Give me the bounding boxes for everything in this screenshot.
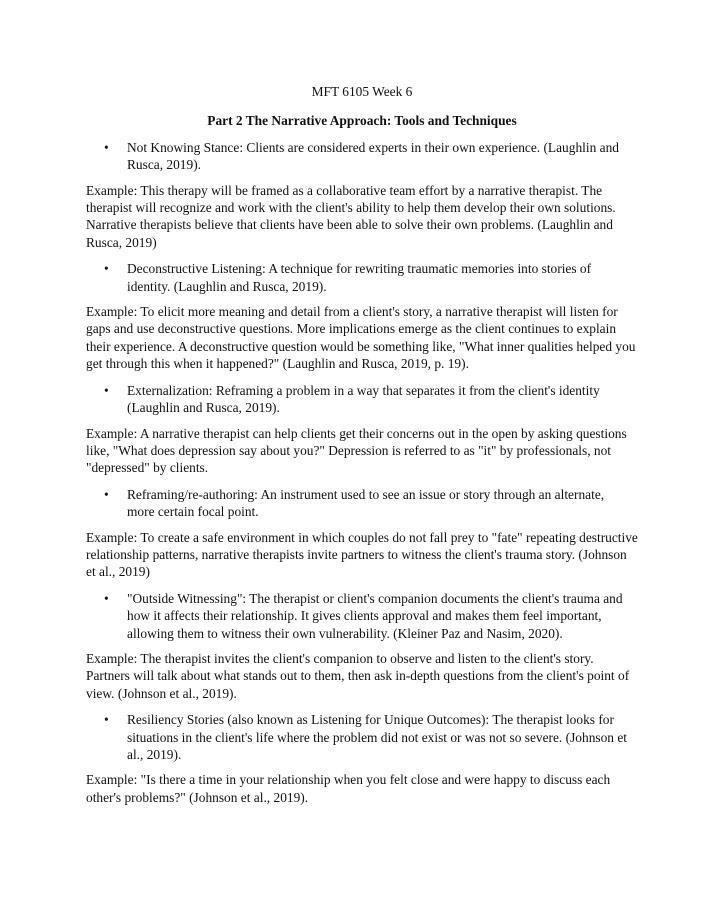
bullet-icon: •: [104, 139, 109, 155]
bullet-text: Resiliency Stories (also known as Listening for Unique Outcomes): The therapist looks for situations in the client's life where the problem did not exist or was not so severe. (Johnson et al., 2019).: [127, 712, 627, 762]
bullet-item-deconstructive-listening: [86, 260, 638, 295]
bullet-item-outside-witnessing: [86, 590, 638, 642]
bullet-item-reframing: [86, 486, 638, 521]
bullet-item-not-knowing-stance: [86, 139, 638, 174]
example-paragraph: Example: The therapist invites the client's companion to observe and listen to the client's story. Partners will talk about what stands out to them, then ask in-depth questions from the client's point of view. (Johnson et al., 2019).: [86, 650, 630, 701]
bullet-text: Externalization: Reframing a problem in a way that separates it from the client's identity (Laughlin and Rusca, 2019).: [127, 382, 600, 416]
bullet-text: Not Knowing Stance: Clients are considered experts in their own experience. (Laughlin and Rusca, 2019).: [127, 139, 619, 173]
document-title: MFT 6105 Week 6: [311, 84, 413, 99]
bullet-icon: •: [104, 382, 109, 398]
example-paragraph: Example: To elicit more meaning and detail from a client's story, a narrative therapist will listen for gaps and use deconstructive questions. More implications emerge as the client continues to explain their experience. A deconstructive question would be something like, "What inner qualities helped you get through this when it happened?" (Laughlin and Rusca, 2019, p. 19).: [86, 304, 636, 372]
bullet-icon: •: [104, 712, 109, 728]
bullet-text: Reframing/re-authoring: An instrument used to see an issue or story through an alternate, more certain focal point.: [127, 486, 605, 520]
bullet-text: Deconstructive Listening: A technique for rewriting traumatic memories into stories of identity. (Laughlin and Rusca, 2019).: [127, 261, 592, 294]
bullet-item-resiliency-stories: [86, 711, 638, 763]
example-paragraph: Example: "Is there a time in your relationship when you felt close and were happy to discuss each other's problems?" (Johnson et al., 2019).: [86, 772, 611, 805]
document-subtitle: Part 2 The Narrative Approach: Tools and Techniques: [207, 113, 517, 129]
bullet-text: "Outside Witnessing": The therapist or client's companion documents the client's trauma and how it affects their relationship. It gives clients approval and makes them feel important, allowing them to witness their own vulnerability. (Kleiner Paz and Nasim, 2020).: [127, 590, 623, 641]
bullet-icon: •: [104, 261, 109, 277]
document-body: [86, 83, 638, 815]
example-paragraph: Example: To create a safe environment in which couples do not fall prey to "fate" repeating destructive relationship patterns, narrative therapists invite partners to witness the client's trauma story. (Johnson et al., 2019): [86, 529, 638, 580]
example-paragraph: Example: This therapy will be framed as a collaborative team effort by a narrative therapist. The therapist will recognize and work with the client's ability to help them develop their own solutions. Narrative therapists believe that clients have been able to solve their own problems. (Laughlin and Rusca, 2019): [86, 182, 616, 250]
example-paragraph: Example: A narrative therapist can help clients get their concerns out in the open by asking questions like, "What does depression say about you?" Depression is referred to as "it" by professionals, not "depressed" by clients.: [86, 425, 627, 476]
bullet-icon: •: [104, 590, 109, 606]
bullet-icon: •: [104, 486, 109, 502]
bullet-item-externalization: [86, 382, 638, 417]
